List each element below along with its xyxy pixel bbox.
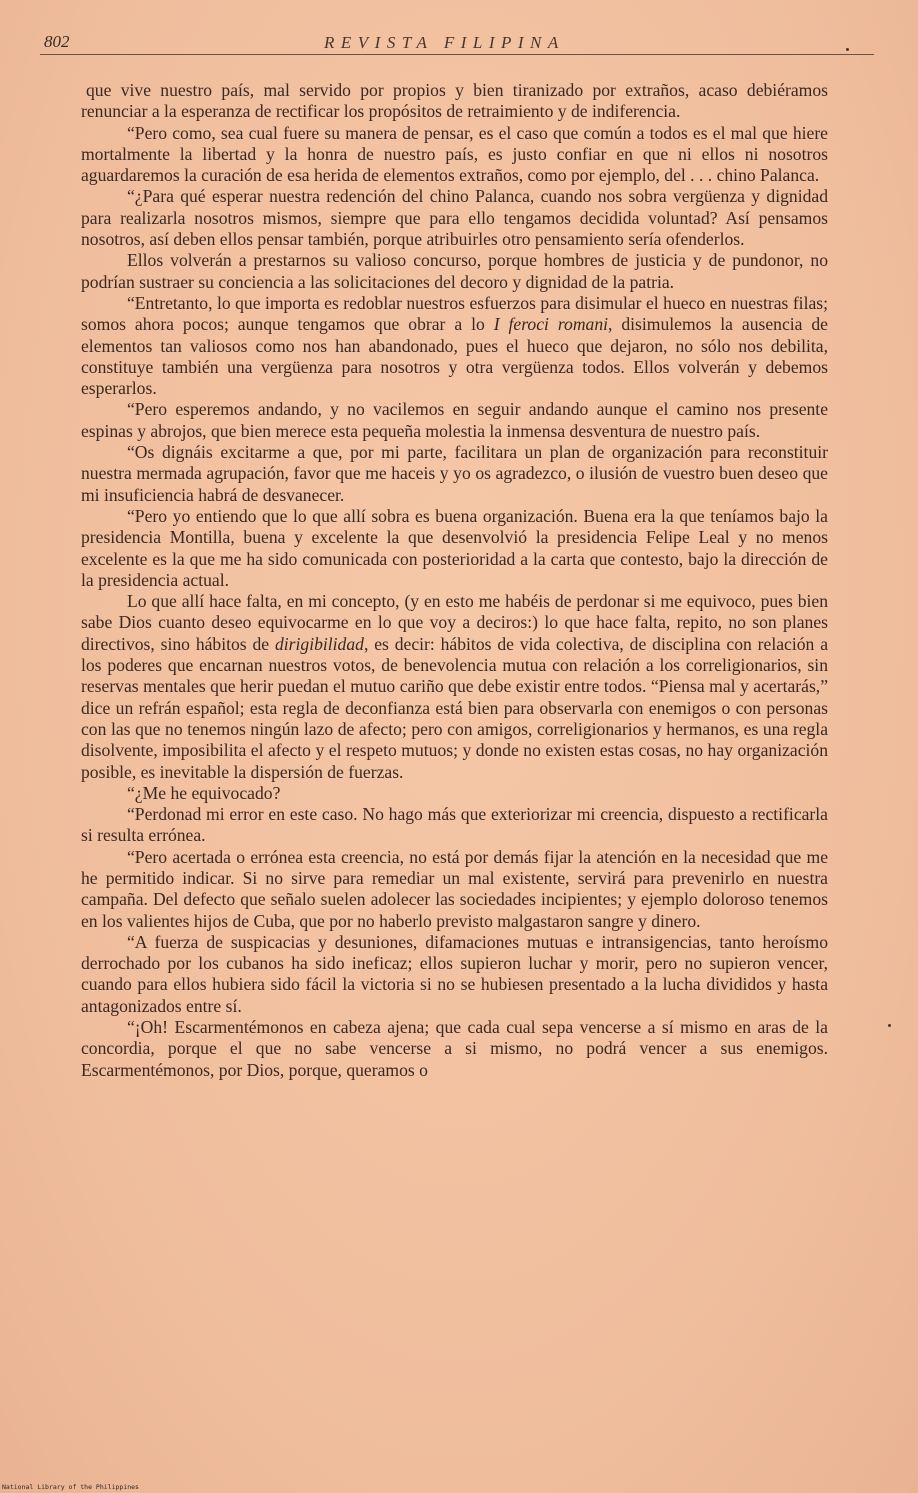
- paragraph: “Pero esperemos andando, y no vacilemos en seguir andando aunque el camino nos presente espinas y abrojos, que bien merece esta pequeña molestia la inmensa desventura de nuestro país.: [81, 399, 828, 441]
- paragraph: “Pero yo entiendo que lo que allí sobra es buena organización. Buena era la que teníamos bajo la presidencia Montilla, buena y excelente la que desenvolvió la presidencia Felipe Leal y no menos excelente es la que me ha sido comunicada con posterioridad a la carta que contesto, bajo la dirección de la presidencia actual.: [81, 505, 828, 590]
- italic-phrase: dirigibilidad: [274, 633, 364, 654]
- speck-mark: [888, 1024, 891, 1027]
- scan-credit: National Library of the Philippines: [2, 1483, 139, 1491]
- speck-mark: [846, 48, 849, 51]
- paragraph: “A fuerza de suspicacias y desuniones, difamaciones mutuas e intransigencias, tanto heroísmo derrochado por los cubanos ha sido ineficaz; ellos supieron luchar y morir, pero no supieron vencer, cuando para ellos hubiera sido fácil la victoria si no se hubiesen presentado a la lucha divididos y hasta antagonizados entre sí.: [81, 931, 828, 1016]
- paragraph: “Os dignáis excitarme a que, por mi parte, facilitara un plan de organización para reconstituir nuestra mermada agrupación, favor que me haceis y yo os agradezco, o ilusión de vuestro buen deseo que mi insuficiencia habrá de desvanecer.: [81, 442, 828, 505]
- paragraph: “Entretanto, lo que importa es redoblar nuestros esfuerzos para disimular el hueco en nuestras filas; somos ahora pocos; aunque tengamos que obrar a lo I feroci romani, disimulemos la ausencia de elementos tan valiosos como nos han abandonado, pues el hueco que dejaron, no sólo nos debilita, constituye también una vergüenza para nosotros y otra vergüenza todos. Ellos volverán y debemos esperarlos.: [81, 292, 828, 399]
- paragraph: “Perdonad mi error en este caso. No hago más que exteriorizar mi creencia, dispuesto a rectificarla si resulta errónea.: [81, 804, 828, 846]
- paragraph: “Pero acertada o errónea esta creencia, no está por demás fijar la atención en la necesidad que me he permitido indicar. Si no sirve para remediar un mal existente, servirá para prevenirlo en nuestra campaña. Del defecto que señalo suelen adolecer las sociedades incipientes; y ejemplo doloroso tenemos en los valientes hijos de Cuba, que por no haberlo previsto malgastaron sangre y dinero.: [81, 846, 828, 931]
- paragraph: “¿Me he equivocado?: [127, 782, 281, 803]
- page-number: 802: [44, 32, 70, 51]
- running-title: REVISTA FILIPINA: [324, 33, 565, 52]
- header-rule: [40, 54, 874, 55]
- paragraph: Lo que allí hace falta, en mi concepto, (y en esto me habéis de perdonar si me equivoco, pues bien sabe Dios cuanto deseo equivocarme en lo que voy a deciros:) lo que hace falta, repito, no son planes directivos, sino hábitos de dirigibilidad, es decir: hábitos de vida colectiva, de disciplina con relación a los poderes que encarnan nuestros votos, de benevolencia mutua con relación a los correligionarios, sin reservas mentales que herir puedan el mutuo cariño que debe existir entre todos. “Piensa mal y acertarás,” dice un refrán español; esta regla de deconfianza está bien para observarla con enemigos o con personas con las que no tenemos ningún lazo de afecto; pero con amigos, correligionarios y hermanos, es una regla disolvente, imposibilita el afecto y el respeto mutuos; y donde no existen estas cosas, no hay organización posible, es inevitable la dispersión de fuerzas.: [81, 591, 828, 782]
- article-body: [81, 80, 828, 1081]
- paragraph: que vive nuestro país, mal servido por propios y bien tiranizado por extraños, acaso debiéramos renunciar a la esperanza de rectificar los propósitos de retraimiento y de indiferencia.: [81, 80, 828, 122]
- paragraph: “¿Para qué esperar nuestra redención del chino Palanca, cuando nos sobra vergüenza y dignidad para realizarla nosotros mismos, siempre que para ello tengamos decidida voluntad? Así pensamos nosotros, así deben ellos pensar también, porque atribuirles otro pensamiento sería ofenderlos.: [81, 186, 828, 250]
- paragraph: “Pero como, sea cual fuere su manera de pensar, es el caso que común a todos es el mal que hiere mortalmente la libertad y la honra de nuestro país, es justo confiar en que ni ellos ni nosotros aguardaremos la curación de esa herida de elementos extraños, como por ejemplo, del . . . chino Palanca.: [81, 122, 828, 186]
- italic-phrase: I feroci romani: [493, 314, 609, 335]
- paragraph: Ellos volverán a prestarnos su valioso concurso, porque hombres de justicia y de pundonor, no podrían sustraer su conciencia a las solicitaciones del decoro y dignidad de la patria.: [81, 250, 828, 292]
- paragraph: “¡Oh! Escarmentémonos en cabeza ajena; que cada cual sepa vencerse a sí mismo en aras de la concordia, porque el que no sabe vencerse a si mismo, no podrá vencer a sus enemigos. Escarmentémonos, por Dios, porque, queramos o: [81, 1017, 828, 1080]
